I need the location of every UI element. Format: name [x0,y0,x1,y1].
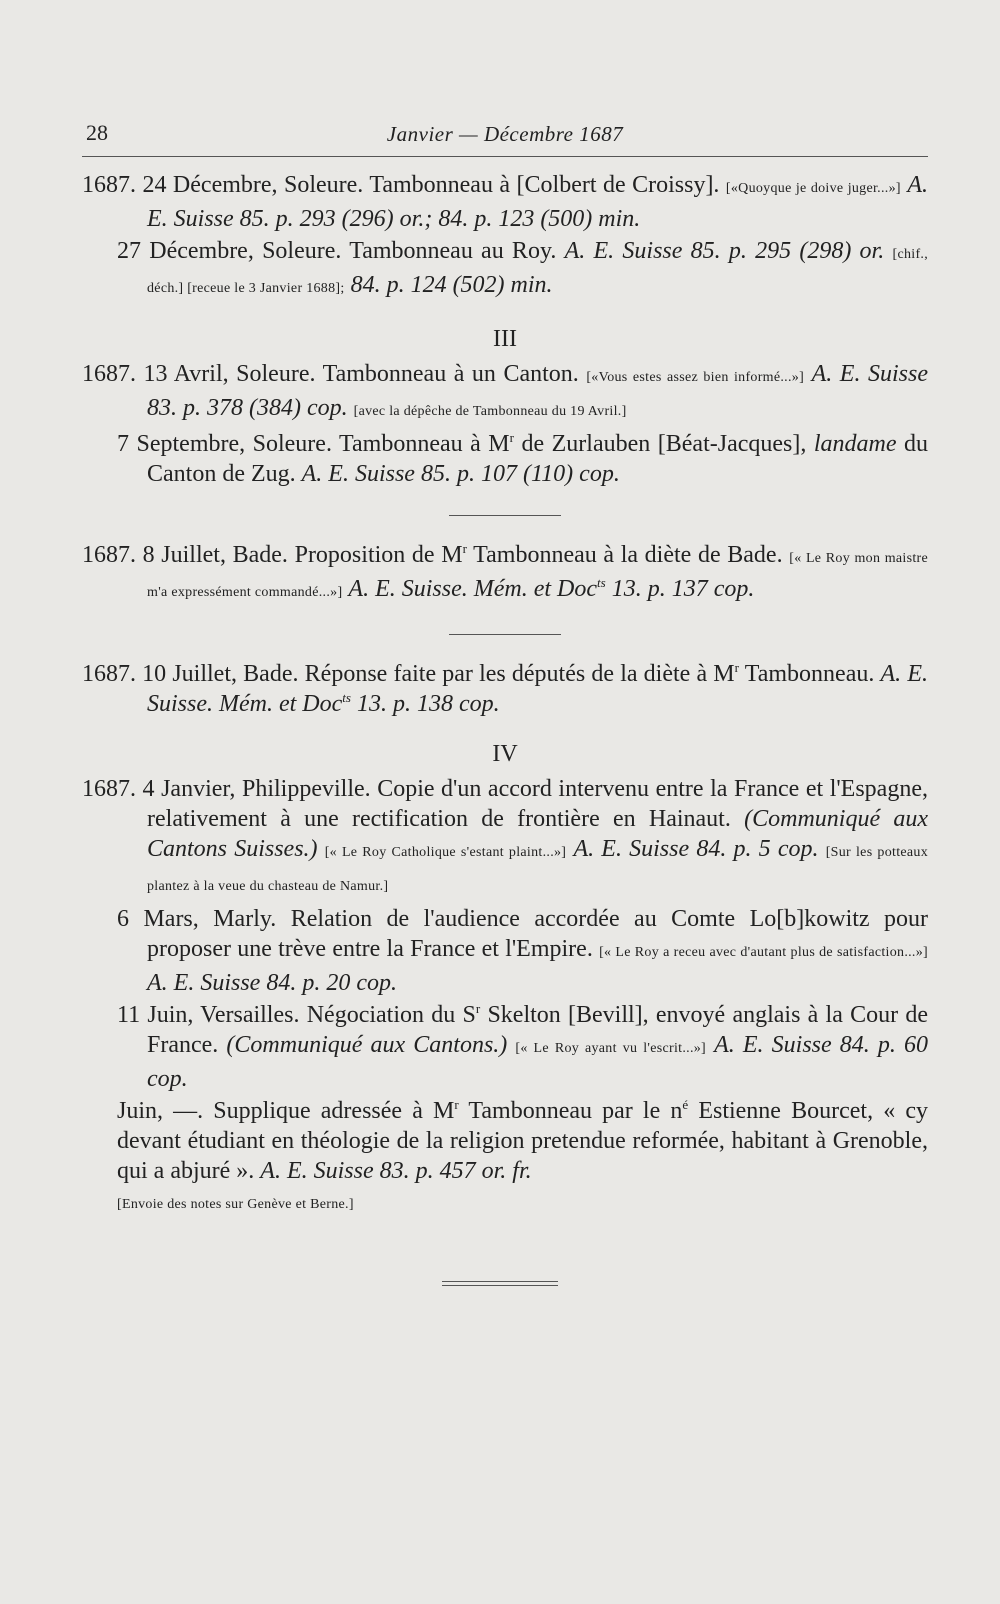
entry-text: Tambonneau à la diète de Bade. [473,542,783,568]
section-heading: IV [492,741,518,767]
entry-date: 11 Juin, Versailles. [117,1002,300,1028]
entry-text: Relation de l'audience accordée au Comte Lo[b]kowitz pour proposer une trève entre la France et l'Empire. [147,906,928,962]
superscript: é [682,1097,689,1112]
entry-text: Estienne Bourcet, « cy devant étudiant en théologie de la religion pretendue reformée, habitant à Grenoble, qui a abjuré ». [117,1098,928,1184]
superscript: r [454,1097,459,1112]
entry-text: Négociation du S [306,1002,476,1028]
page-header [82,118,928,157]
entry-reference: A. E. Suisse 85. p. 107 (110) cop. [301,461,620,487]
entry-reference: A. E. Suisse 84. p. 60 cop. [147,1032,928,1092]
entry [82,1000,928,1094]
entry-reference: A. E. Suisse 83. p. 378 (384) cop. [147,361,928,421]
entry [82,659,928,719]
entry-note: [« Le Roy Catholique s'estant plaint...»] [324,845,567,860]
superscript: r [734,660,739,675]
entry-reference: 84. p. 124 (502) min. [350,272,553,298]
entry-date: 27 Décembre, Soleure. [117,238,342,264]
entry-date: 7 Septembre, Soleure. [117,431,332,457]
separator-rule [449,515,561,516]
entry-date: 6 Mars, Marly. [117,906,277,932]
entry-italic: landame [813,431,897,457]
superscript: ts [342,690,351,705]
superscript: r [462,541,467,556]
entry-reference: A. E. Suisse 85. p. 295 (298) or. [564,238,885,264]
entry-italic: (Communiqué aux Cantons.) [226,1032,508,1058]
entry [82,170,928,234]
entry-text: Supplique adressée à M [213,1098,455,1124]
entry-text: Skelton [Bevill], envoyé anglais à la Cour de France. [147,1002,929,1058]
entry-text: Copie d'un accord intervenu entre la France et l'Espagne, relativement à une rectification de frontière en Hainaut. [147,776,928,832]
superscript: ts [597,575,606,590]
entry-reference: A. E. Suisse 84. p. 20 cop. [147,970,397,996]
entry-text: Tambonneau par le n [468,1098,683,1124]
entry-text: Proposition de M [294,542,463,568]
entry-date: 1687. 13 Avril, Soleure. [82,361,316,387]
entry-date: 1687. 8 Juillet, Bade. [82,542,288,568]
entry [82,1096,928,1220]
entry-note: [«Quoyque je doive juger...»] [725,181,901,196]
entry-text: du Canton de Zug. [147,431,929,487]
entry-text: Tambonneau à M [339,431,510,457]
entry-note: [Sur les potteaux plantez à la veue du chasteau de Namur.] [147,845,929,894]
entry-reference: 13. p. 137 cop. [611,576,755,602]
entry [82,540,928,608]
entry [82,904,928,998]
entry [82,359,928,427]
entry [82,774,928,902]
entry-text: Tambonneau à [Colbert de Croissy]. [369,172,720,198]
section-heading: III [493,326,517,352]
entry-note: [«Vous estes assez bien informé...»] [586,370,805,385]
page-body [82,170,928,1220]
entry-note: [Envoie des notes sur Genève et Berne.] [117,1197,354,1212]
entry-note: [avec la dépêche de Tambonneau du 19 Avril.] [353,404,627,419]
entry [82,236,928,304]
entry-italic: (Communiqué aux Cantons Suisses.) [147,806,929,862]
entry-reference: A. E. Suisse 83. p. 457 or. fr. [260,1158,532,1184]
page-number: 28 [86,120,108,145]
entry-date: 1687. 10 Juillet, Bade. [82,661,299,687]
entry-date: 1687. 4 Janvier, Philippeville. [82,776,371,802]
superscript: r [475,1001,481,1016]
entry-reference: A. E. Suisse. Mém. et Doc [348,576,598,602]
entry-text: Tambonneau. [744,661,875,687]
entry-note: [« Le Roy ayant vu l'escrit...»] [515,1041,707,1056]
entry-text: Réponse faite par les députés de la diète à M [304,661,735,687]
end-double-rule [442,1281,558,1286]
entry-note: [« Le Roy mon maistre m'a expressément commandé...»] [147,551,928,600]
entry-date: 1687. 24 Décembre, Soleure. [82,172,364,198]
entry-note: [chif., déch.] [receue le 3 Janvier 1688]; [147,247,929,296]
entry-text: de Zurlauben [Béat-Jacques], [521,431,807,457]
separator-rule [449,634,561,635]
entry-reference: A. E. Suisse 85. p. 293 (296) or.; 84. p. 123 (500) min. [147,172,928,232]
entry [82,429,928,489]
entry-reference: A. E. Suisse 84. p. 5 cop. [573,836,819,862]
entry-text: Tambonneau à un Canton. [322,361,579,387]
entry-text: Tambonneau au Roy. [349,238,557,264]
superscript: r [509,430,514,445]
entry-date: Juin, —. [117,1098,204,1124]
entry-reference: A. E. Suisse. Mém. et Doc [147,661,929,717]
entry-reference: 13. p. 138 cop. [356,691,500,717]
entry-note: [« Le Roy a receu avec d'autant plus de satisfaction...»] [599,945,928,960]
running-title: Janvier — Décembre 1687 [386,122,624,146]
